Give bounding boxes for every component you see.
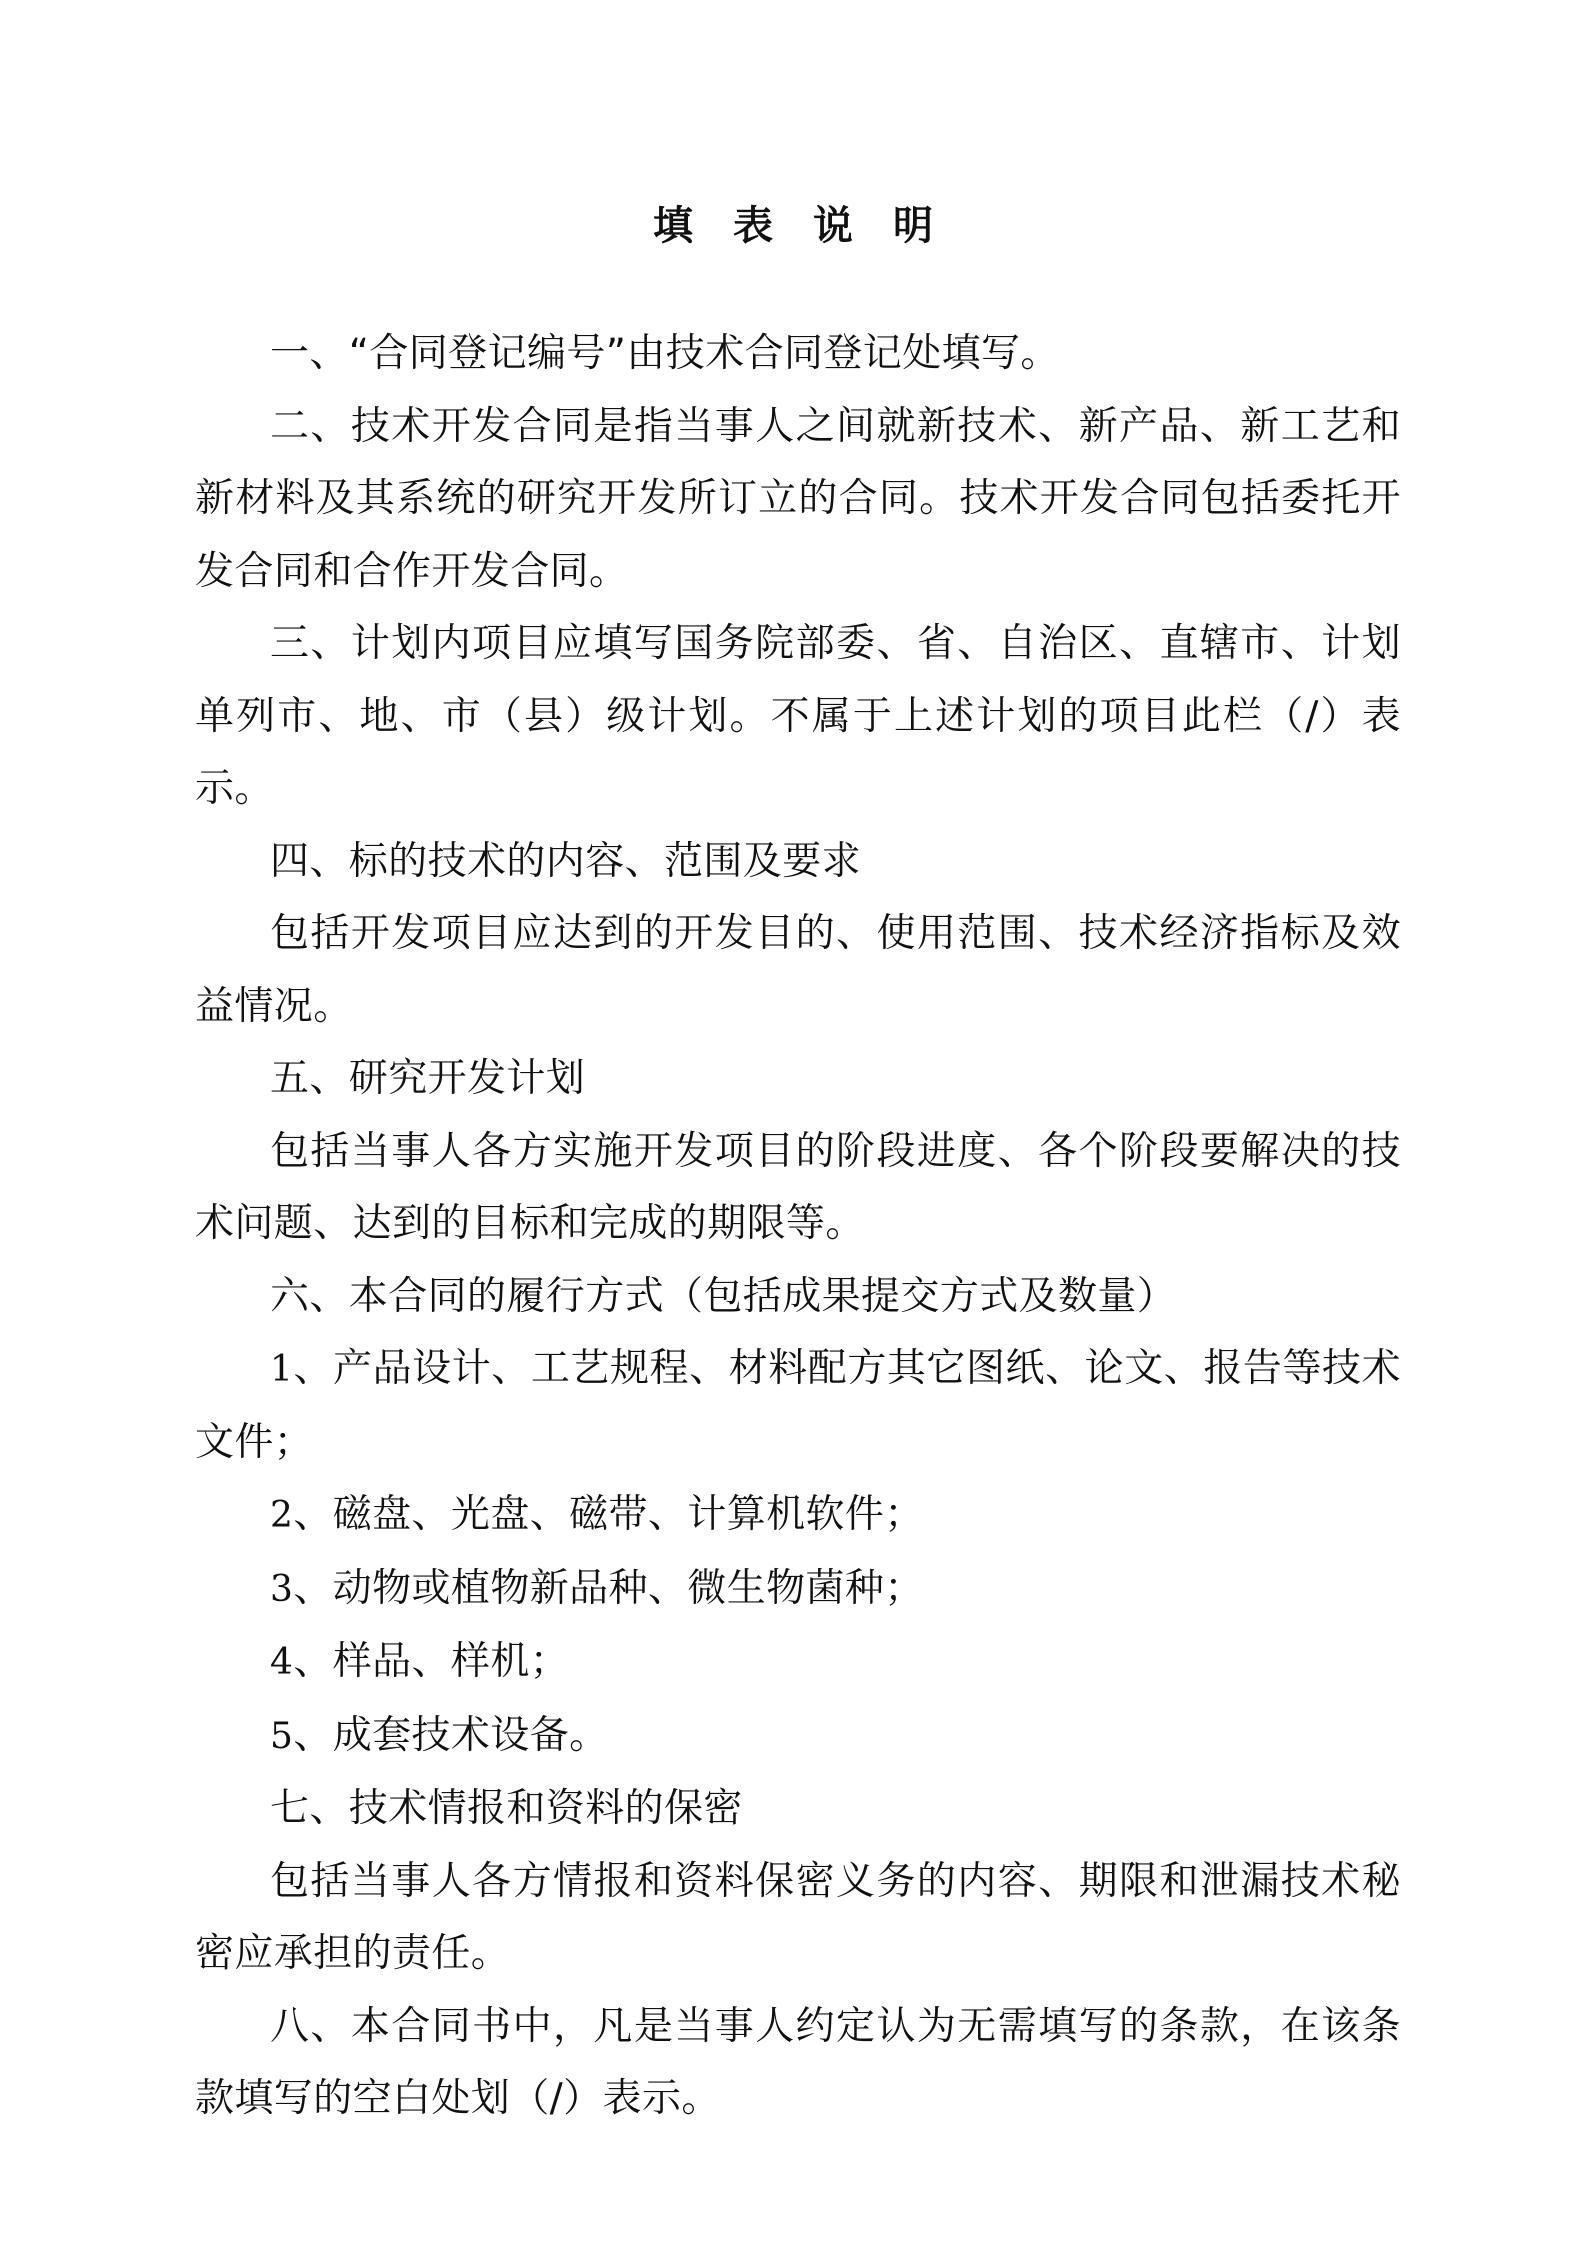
list-item-number: 2 bbox=[270, 1495, 294, 1536]
section-heading: 五、研究开发计划 bbox=[270, 1056, 586, 1101]
instruction-paragraph: 包括当事人各方情报和资料保密义务的内容、期限和泄漏技术秘密应承担的责任。 bbox=[195, 1858, 1401, 1976]
list-item: 1、产品设计、工艺规程、材料配方其它图纸、论文、报告等技术文件； bbox=[195, 1346, 1401, 1465]
list-item-number: 5 bbox=[270, 1715, 294, 1757]
list-item: 5、成套技术设备。 bbox=[270, 1712, 609, 1758]
page-title: 填表说明 bbox=[653, 203, 973, 249]
section-heading: 七、技术情报和资料的保密 bbox=[270, 1786, 743, 1831]
section-heading: 六、本合同的履行方式（包括成果提交方式及数量） bbox=[270, 1273, 1177, 1319]
instruction-paragraph: 八、本合同书中，凡是当事人约定认为无需填写的条款，在该条款填写的空白处划（/）表示。 bbox=[195, 2003, 1401, 2121]
instruction-paragraph: 二、技术开发合同是指当事人之间就新技术、新产品、新工艺和新材料及其系统的研究开发所订立的合同。技术开发合同包括委托开发合同和合作开发合同。 bbox=[195, 403, 1401, 594]
list-item-number: 1 bbox=[270, 1349, 294, 1390]
instruction-paragraph: 包括开发项目应达到的开发目的、使用范围、技术经济指标及效益情况。 bbox=[195, 911, 1401, 1029]
section-heading: 四、标的技术的内容、范围及要求 bbox=[270, 838, 862, 884]
list-item-number: 3 bbox=[270, 1568, 294, 1610]
instruction-paragraph: 包括当事人各方实施开发项目的阶段进度、各个阶段要解决的技术问题、达到的目标和完成的期限等。 bbox=[195, 1128, 1401, 1246]
instruction-paragraph: 一、“合同登记编号”由技术合同登记处填写。 bbox=[270, 331, 1060, 376]
list-item: 4、样品、样机； bbox=[270, 1639, 570, 1684]
instruction-paragraph: 三、计划内项目应填写国务院部委、省、自治区、直辖市、计划单列市、地、市（县）级计划。不属于上述计划的项目此栏（/）表示。 bbox=[195, 621, 1401, 811]
list-item-number: 4 bbox=[270, 1642, 294, 1683]
list-item: 2、磁盘、光盘、磁带、计算机软件； bbox=[270, 1492, 924, 1537]
instructions-body bbox=[195, 318, 1401, 2136]
list-item: 3、动物或植物新品种、微生物菌种； bbox=[270, 1565, 924, 1611]
